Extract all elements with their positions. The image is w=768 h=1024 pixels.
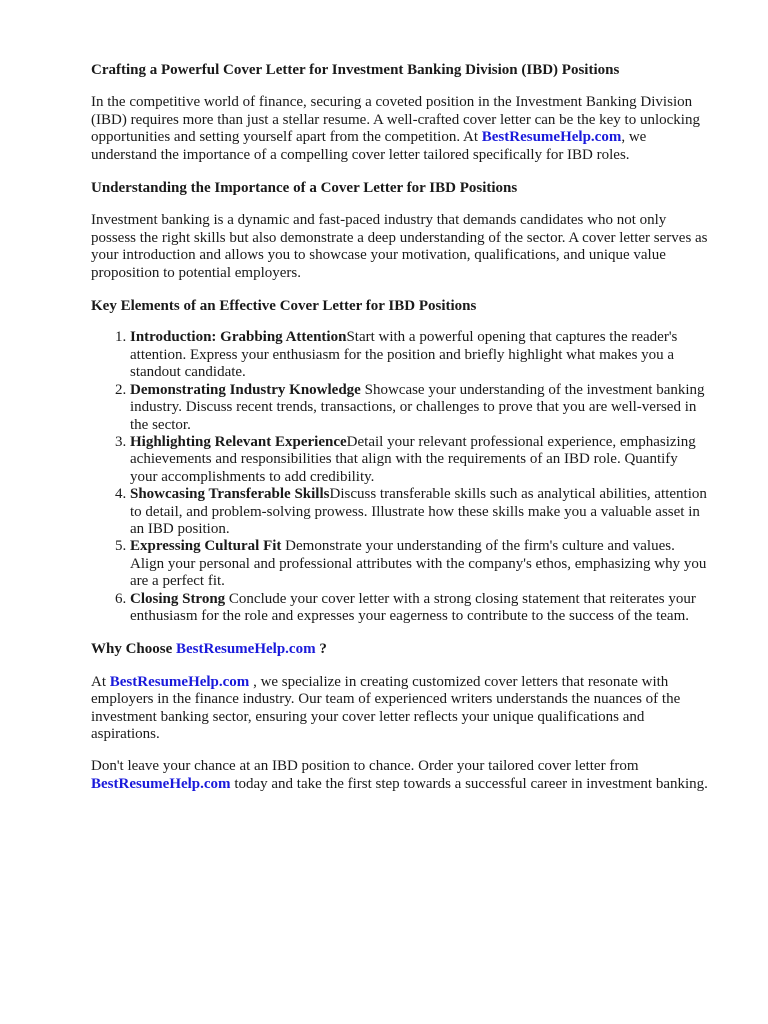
list-item-term: Showcasing Transferable Skills	[130, 486, 330, 503]
section-heading-importance: Understanding the Importance of a Cover Letter for IBD Positions	[91, 180, 518, 197]
bestresumehelp-link[interactable]: BestResumeHelp.com	[91, 775, 231, 792]
list-item-desc: Detail your relevant professional experience, emphasizing achievements and responsibilities that align with the requirements of an IBD role. Quantify your accomplishments to add credibility.	[130, 433, 696, 485]
why-choose-text-start: At	[91, 673, 110, 690]
list-item-term: Expressing Cultural Fit	[130, 538, 282, 555]
list-item-term: Closing Strong	[130, 590, 226, 607]
intro-text-end: , we understand the importance of a compelling cover letter tailored specifically for IBD roles.	[91, 129, 647, 163]
list-item	[130, 329, 708, 381]
importance-paragraph: Investment banking is a dynamic and fast-paced industry that demands candidates who not only possess the right skills but also demonstrate a deep understanding of the sector. A cover letter serves as your introduction and allows you to showcase your motivation, qualifications, and unique value proposition to potential employers.	[91, 212, 708, 281]
list-item	[130, 538, 708, 590]
document-title: Crafting a Powerful Cover Letter for Investment Banking Division (IBD) Positions	[91, 62, 620, 78]
intro-text-start: In the competitive world of finance, securing a coveted position in the Investment Banking Division (IBD) requires more than just a stellar resume. A well-crafted cover letter can be the key to unlocking opportunities and setting yourself apart from the competition. At	[91, 94, 700, 146]
list-item-term: Introduction: Grabbing Attention	[130, 329, 347, 346]
cta-text-end: today and take the first step towards a successful career in investment banking.	[230, 775, 708, 792]
why-choose-text: Why Choose	[91, 641, 177, 658]
list-item-term: Demonstrating Industry Knowledge	[130, 381, 361, 398]
list-item	[130, 434, 708, 486]
list-item	[130, 486, 708, 538]
why-choose-text-end: , we specialize in creating customized cover letters that resonate with employers in the finance industry. Our team of experienced writers understands the nuances of the investment banking sector, ensuring your cover letter reflects your unique qualifications and aspirations.	[91, 673, 681, 742]
bestresumehelp-link[interactable]: BestResumeHelp.com	[176, 641, 316, 658]
list-item	[130, 382, 708, 434]
list-item	[130, 591, 708, 626]
key-elements-list	[91, 329, 708, 625]
list-item-desc: Demonstrate your understanding of the firm's culture and values. Align your personal and professional attributes with the company's ethos, emphasizing why you are a perfect fit.	[130, 538, 707, 590]
list-item-desc: Discuss transferable skills such as analytical abilities, attention to detail, and problem-solving prowess. Illustrate how these skills make you a valuable asset in an IBD position.	[130, 486, 707, 537]
cta-text-start: Don't leave your chance at an IBD position to chance. Order your tailored cover letter from	[91, 758, 639, 775]
bestresumehelp-link[interactable]: BestResumeHelp.com	[109, 673, 250, 690]
call-to-action-paragraph	[91, 758, 708, 793]
intro-paragraph	[91, 94, 708, 164]
list-item-desc: Start with a powerful opening that captures the reader's attention. Express your enthusiasm for the position and briefly highlight what makes you a standout candidate.	[130, 329, 678, 381]
section-heading-key-elements: Key Elements of an Effective Cover Letter for IBD Positions	[91, 298, 477, 315]
list-item-desc: Showcase your understanding of the investment banking industry. Discuss recent trends, transactions, or challenges to prove that you are well-versed in the sector.	[130, 381, 705, 433]
list-item-desc: Conclude your cover letter with a strong closing statement that reiterates your enthusiasm for the role and expresses your eagerness to contribute to the success of the team.	[130, 590, 696, 624]
section-heading-why-choose	[91, 641, 708, 658]
why-choose-paragraph	[91, 674, 708, 744]
why-choose-suffix: ?	[315, 641, 327, 658]
bestresumehelp-link[interactable]: BestResumeHelp.com	[481, 129, 622, 146]
list-item-term: Highlighting Relevant Experience	[130, 433, 347, 450]
